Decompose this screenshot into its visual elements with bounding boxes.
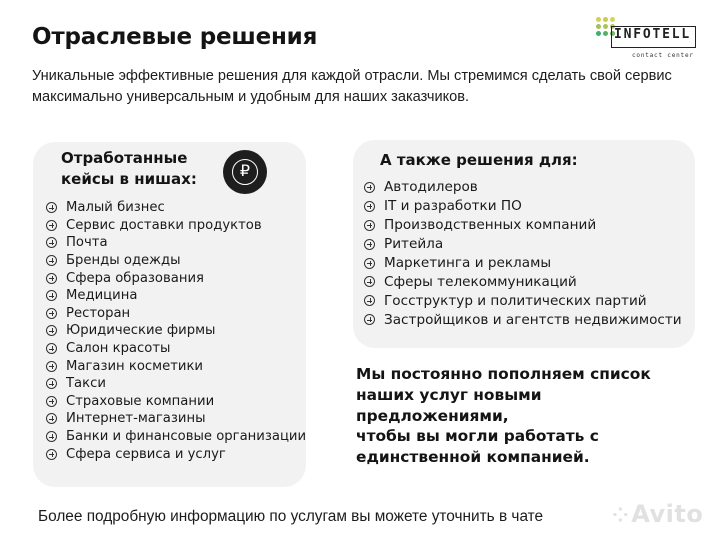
- plus-circle-icon: [46, 378, 57, 389]
- plus-circle-icon: [46, 237, 57, 248]
- plus-circle-icon: [46, 431, 57, 442]
- list-item: [46, 340, 306, 358]
- list-item: [364, 272, 682, 291]
- list-item: [46, 357, 306, 375]
- list-item-label: Ресторан: [66, 305, 131, 321]
- promo-line: предложениями,: [356, 406, 509, 425]
- plus-circle-icon: [46, 290, 57, 301]
- plus-circle-icon: [46, 255, 57, 266]
- plus-circle-icon: [364, 276, 375, 287]
- plus-circle-icon: [46, 361, 57, 372]
- promo-line: наших услуг новыми: [356, 385, 542, 404]
- list-item: [46, 234, 306, 252]
- list-item-label: Страховые компании: [66, 393, 215, 409]
- logo-wordmark: INFOTELL: [614, 27, 692, 42]
- list-item: [46, 305, 306, 323]
- list-item: [364, 310, 682, 329]
- list-item-label: Сфера образования: [66, 270, 204, 286]
- plus-circle-icon: [46, 396, 57, 407]
- list-item: [364, 178, 682, 197]
- list-item-label: Сервис доставки продуктов: [66, 217, 262, 233]
- list-item: [364, 197, 682, 216]
- plus-circle-icon: [46, 220, 57, 231]
- list-item: [46, 375, 306, 393]
- list-item: [46, 252, 306, 270]
- promo-line: чтобы вы могли работать с: [356, 427, 599, 446]
- plus-circle-icon: [46, 202, 57, 213]
- plus-circle-icon: [364, 295, 375, 306]
- list-item: [46, 393, 306, 411]
- list-item: [46, 322, 306, 340]
- list-item-label: Юридические фирмы: [66, 323, 216, 339]
- promo-line: единственной компанией.: [356, 448, 590, 467]
- list-item-label: Автодилеров: [384, 179, 478, 196]
- list-item-label: IT и разработки ПО: [384, 198, 522, 215]
- promo-line: Мы постоянно пополняем список: [356, 365, 651, 383]
- also-solutions-list: [364, 178, 682, 329]
- plus-circle-icon: [46, 413, 57, 424]
- list-item-label: Сферы телекоммуникаций: [384, 273, 577, 290]
- page-title: Отраслевые решения: [32, 24, 318, 50]
- list-item: [46, 269, 306, 287]
- also-solutions-card: [353, 140, 695, 348]
- plus-circle-icon: [364, 239, 375, 250]
- plus-circle-icon: [364, 182, 375, 193]
- logo-tagline: contact center: [632, 52, 694, 59]
- list-item: [46, 428, 306, 446]
- ruble-icon: ₽: [223, 150, 267, 194]
- list-item-label: Маркетинга и рекламы: [384, 255, 552, 271]
- list-item-label: Ритейла: [384, 236, 444, 253]
- infotell-logo: [594, 15, 709, 60]
- list-item: [46, 287, 306, 305]
- page-subtitle: Уникальные эффективные решения для каждой отрасли. Мы стремимся сделать свой сервис максимально универсальным и удобным для наших заказчиков.: [32, 68, 672, 105]
- plus-circle-icon: [364, 314, 375, 325]
- list-item-label: Застройщиков и агентств недвижимости: [384, 311, 682, 328]
- list-item: [46, 445, 306, 463]
- list-item-label: Интернет-магазины: [66, 411, 206, 427]
- plus-circle-icon: [364, 258, 375, 269]
- plus-circle-icon: [46, 308, 57, 319]
- list-item-label: Малый бизнес: [66, 200, 165, 216]
- list-item-label: Бренды одежды: [66, 253, 181, 269]
- list-item-label: Почта: [66, 235, 108, 251]
- footer-note: Более подробную информацию по услугам вы можете уточнить в чате: [38, 508, 544, 525]
- list-item-label: Сфера сервиса и услуг: [66, 446, 226, 462]
- also-solutions-title: А также решения для:: [380, 151, 578, 169]
- list-item: [46, 217, 306, 235]
- list-item-label: Такси: [66, 376, 106, 392]
- plus-circle-icon: [364, 201, 375, 212]
- list-item-label: Банки и финансовые организации: [66, 429, 307, 445]
- list-item: [364, 216, 682, 235]
- list-item: [46, 410, 306, 428]
- list-item: [364, 235, 682, 254]
- promo-text: [356, 364, 686, 468]
- list-item-label: Магазин косметики: [66, 358, 204, 374]
- list-item-label: Медицина: [66, 288, 138, 304]
- plus-circle-icon: [46, 325, 57, 336]
- plus-circle-icon: [46, 449, 57, 460]
- plus-circle-icon: [46, 273, 57, 284]
- list-item-label: Госструктур и политических партий: [384, 292, 647, 309]
- niches-card: [33, 142, 306, 487]
- niches-card-title: Отработанные кейсы в нишах:: [61, 149, 197, 188]
- list-item: [364, 291, 682, 310]
- avito-watermark: ⁘Avito: [612, 500, 704, 528]
- list-item-label: Салон красоты: [66, 341, 171, 357]
- niches-list: [46, 199, 306, 463]
- list-item: [46, 199, 306, 217]
- list-item: [364, 254, 682, 273]
- avito-dots-icon: ⁘: [612, 503, 630, 527]
- plus-circle-icon: [364, 220, 375, 231]
- plus-circle-icon: [46, 343, 57, 354]
- list-item-label: Производственных компаний: [384, 217, 597, 234]
